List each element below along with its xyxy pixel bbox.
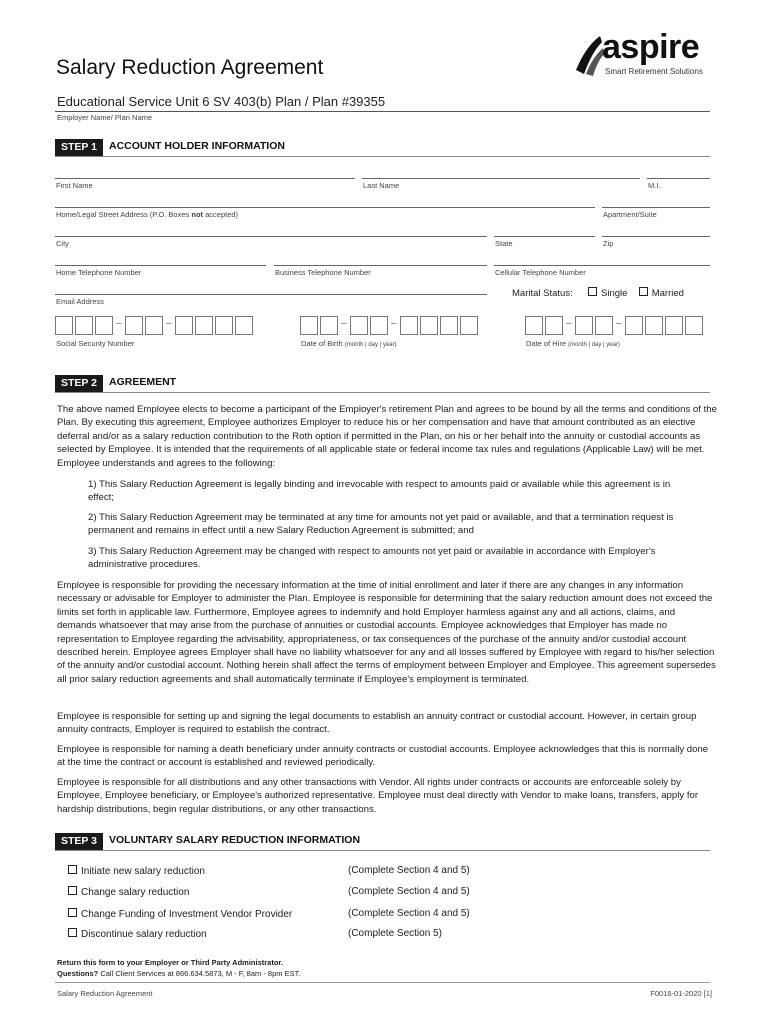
state-field[interactable] (494, 236, 595, 237)
step3-rule (55, 850, 710, 851)
street-address-field[interactable] (55, 207, 595, 208)
option-change-funding-note: (Complete Section 4 and 5) (348, 908, 470, 919)
option-discontinue-note: (Complete Section 5) (348, 928, 442, 939)
married-checkbox[interactable] (639, 287, 648, 296)
email-label: Email Address (56, 297, 104, 306)
single-checkbox[interactable] (588, 287, 597, 296)
agreement-intro: The above named Employee elects to become a participant of the Employer's retirement Plan and agrees to be bound by all the terms and conditions of the Plan. By executing this agreement, Employee authorizes Employer to reduce his or her compensation and have that amount contributed as an elective deferral and/or as a salary reduction contribution to the Roth option if permitted in the Plan, on his or her behalf into the annuity or custodial accounts as selected by Employee. It is intended that the requirements of all applicable state or federal income tax rules and regulations (Applicable Law) will be met. Employee understands and agrees to the following: (57, 404, 717, 469)
dob-boxes[interactable]: – – (300, 316, 490, 336)
aspire-logo-mark-icon (572, 34, 606, 76)
footer-form-number: F0016-01-2020 [1] (650, 989, 712, 998)
mi-field[interactable] (647, 178, 710, 179)
option-change[interactable]: Change salary reduction (68, 886, 189, 898)
home-phone-field[interactable] (55, 265, 266, 266)
logo-tagline: Smart Retirement Solutions (605, 67, 703, 76)
apartment-field[interactable] (602, 207, 710, 208)
home-phone-label: Home Telephone Number (56, 268, 142, 277)
doh-boxes[interactable]: – – (525, 316, 715, 336)
ssn-boxes[interactable]: – – (55, 316, 265, 336)
step1-badge: STEP 1 (55, 139, 103, 156)
last-name-label: Last Name (363, 181, 400, 190)
step1-title: ACCOUNT HOLDER INFORMATION (109, 140, 285, 152)
city-field[interactable] (55, 236, 487, 237)
mi-label: M.I. (648, 181, 661, 190)
page-title: Salary Reduction Agreement (56, 56, 324, 79)
cell-phone-field[interactable] (494, 265, 710, 266)
footer-doc-name: Salary Reduction Agreement (57, 989, 153, 998)
option-initiate-note: (Complete Section 4 and 5) (348, 865, 470, 876)
marital-status (512, 287, 684, 299)
return-instructions: Return this form to your Employer or Third Party Administrator. Questions? Call Client Services at 866.634.5873, M - F, 8am - 8pm EST. (57, 958, 301, 978)
dob-label: Date of Birth (month | day | year) (301, 339, 397, 348)
plan-label: Employer Name/ Plan Name (57, 113, 153, 122)
step3-title: VOLUNTARY SALARY REDUCTION INFORMATION (109, 834, 361, 846)
header-rule (55, 111, 710, 112)
business-phone-field[interactable] (274, 265, 487, 266)
step2-badge: STEP 2 (55, 375, 103, 392)
state-label: State (495, 239, 513, 248)
checkbox-icon[interactable] (68, 928, 77, 937)
city-label: City (56, 239, 69, 248)
step2-rule (55, 392, 710, 393)
step1-rule (55, 156, 710, 157)
agreement-item-3: 3) This Salary Reduction Agreement may be changed with respect to amounts not yet paid or available in accordance with Employer's administrative procedures. (88, 546, 656, 571)
street-address-label: Home/Legal Street Address (P.O. Boxes not accepted) (56, 210, 239, 219)
cell-phone-label: Cellular Telephone Number (495, 268, 586, 277)
agreement-para-4: Employee is responsible for all distributions and any other transactions with Vendor. All rights under contracts or accounts are enforceable solely by Employee, Employee beneficiary, or Employee's authorized representative. Employee must deal directly with Vendor to make loans, transfers, apply for hardship distributions, begin regular distributions, or any other transactions. (57, 777, 699, 815)
option-change-funding[interactable]: Change Funding of Investment Vendor Provider (68, 908, 292, 920)
first-name-field[interactable] (55, 178, 355, 179)
footer-rule (55, 982, 710, 983)
checkbox-icon[interactable] (68, 865, 77, 874)
email-field[interactable] (55, 294, 487, 295)
agreement-item-2: 2) This Salary Reduction Agreement may be terminated at any time for amounts not yet paid or available, and that a termination request is permanent and remains in effect until a new Salary Reduction Agreement is submitted; and (88, 512, 674, 537)
business-phone-label: Business Telephone Number (275, 268, 371, 277)
option-change-note: (Complete Section 4 and 5) (348, 886, 470, 897)
step3-badge: STEP 3 (55, 833, 103, 850)
checkbox-icon[interactable] (68, 908, 77, 917)
option-initiate[interactable]: Initiate new salary reduction (68, 865, 205, 877)
option-discontinue[interactable]: Discontinue salary reduction (68, 928, 207, 940)
last-name-field[interactable] (362, 178, 640, 179)
agreement-para-3: Employee is responsible for naming a death beneficiary under annuity contracts or custodial accounts. Employee acknowledges that this is normally done at the time the contract or account is established and reviewed periodically. (57, 744, 709, 769)
zip-field[interactable] (602, 236, 710, 237)
aspire-logo (572, 28, 712, 80)
agreement-item-1: 1) This Salary Reduction Agreement is legally binding and irrevocable with respect to amounts paid or available while this agreement is in effect; (88, 479, 671, 504)
married-label: Married (651, 288, 684, 299)
doh-label: Date of Hire (month | day | year) (526, 339, 620, 348)
agreement-para-2: Employee is responsible for setting up and signing the legal documents to establish an annuity contract or custodial account. However, in certain group annuity contracts, Employer is required to establish the contract. (57, 711, 697, 736)
agreement-para-1: Employee is responsible for providing the necessary information at the time of initial enrollment and later if there are any changes in any information necessary or advisable for Employer to administer the Plan. Employee is responsible for determining that the salary reduction amount does not exceed the limits set forth in applicable law. Furthermore, Employee agrees to indemnify and hold Employer harmless against any and all actions, claims, and demands whatsoever that may arise from the purchase of annuities or custodial accounts. Employee acknowledges that Employer has made no representation to Employee regarding the advisability, appropriateness, or tax consequences of the purchase of the annuity and/or custodial account described herein. Employee agrees Employer shall have no liability whatsoever for any and all losses suffered by Employee with regard to his/her selection of the annuity and/or custodial account. Nothing herein shall affect the terms of employment between Employer and Employee. This agreement supersedes all prior salary reduction agreements and shall automatically terminate if Employee's employment is terminated. (57, 580, 716, 685)
checkbox-icon[interactable] (68, 886, 77, 895)
logo-wordmark: aspire (602, 28, 700, 66)
marital-status-label: Marital Status: (512, 288, 573, 299)
ssn-label: Social Security Number (56, 339, 135, 348)
zip-label: Zip (603, 239, 614, 248)
apartment-label: Apartment/Suite (603, 210, 657, 219)
first-name-label: First Name (56, 181, 93, 190)
step2-title: AGREEMENT (109, 376, 177, 388)
single-label: Single (601, 288, 628, 299)
plan-name: Educational Service Unit 6 SV 403(b) Plan / Plan #39355 (57, 94, 386, 109)
